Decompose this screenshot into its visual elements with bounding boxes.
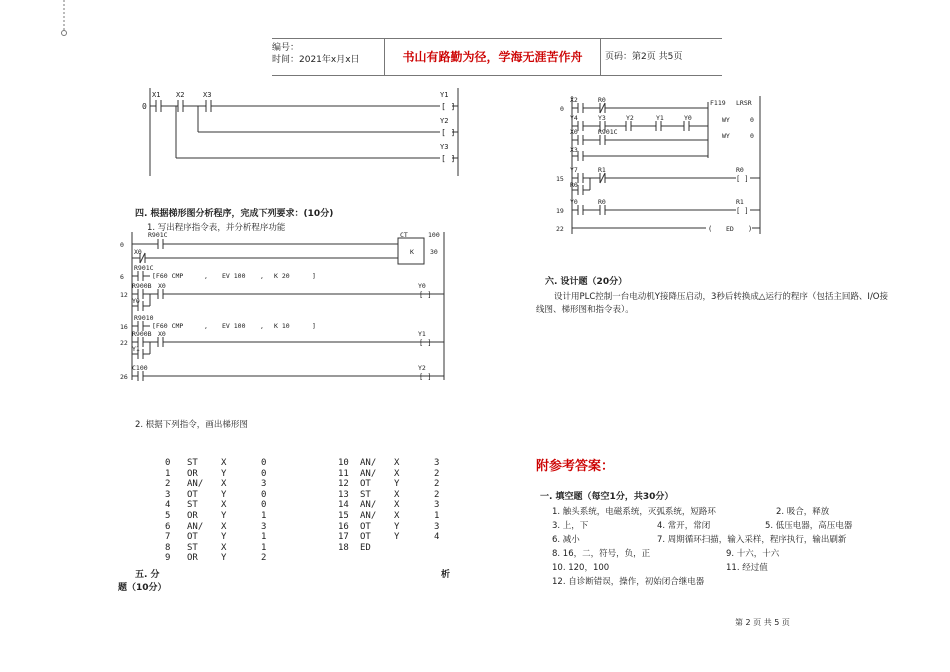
device-cell: X	[394, 458, 400, 468]
step-cell: 5	[165, 510, 171, 521]
header-page: 页码：第2页 共5页	[605, 52, 683, 62]
coil-symbol: [ ]	[441, 154, 456, 163]
coil-symbol: [ ]	[441, 102, 456, 111]
number-cell: 3	[434, 521, 440, 532]
number-cell: 1	[434, 510, 440, 521]
step-cell: 11	[338, 468, 349, 479]
step-cell: 7	[165, 532, 171, 543]
device-cell: Y	[221, 510, 227, 521]
step-cell: 14	[338, 500, 349, 511]
number-cell: 3	[434, 458, 440, 468]
op-cell: ED	[360, 542, 371, 553]
step-number: 22	[120, 339, 128, 347]
contact-label: Y0	[132, 297, 140, 305]
header-motto: 书山有路勤为径，学海无涯苦作舟	[384, 39, 601, 75]
contact-label: Y4	[570, 114, 578, 122]
svg-text:(: (	[708, 225, 713, 233]
contact-label: X3	[203, 91, 212, 99]
coil-label: Y0	[418, 282, 426, 290]
instruction-row	[165, 511, 281, 522]
op-cell: OR	[187, 468, 198, 479]
op-cell: ST	[187, 500, 198, 511]
counter-k: K	[410, 248, 414, 256]
op-cell: OT	[187, 532, 198, 543]
number-cell: 2	[261, 553, 267, 564]
number-cell: 1	[261, 510, 267, 521]
number-cell: 0	[261, 489, 267, 500]
instr-ev: EV 100	[222, 322, 246, 330]
section4-title: 四. 根据梯形图分析程序，完成下列要求：(10分)	[135, 209, 334, 219]
step-cell: 17	[338, 532, 349, 543]
contact-label: Y3	[598, 114, 606, 122]
step-cell: 3	[165, 489, 171, 500]
number-cell: 3	[261, 479, 267, 490]
svg-text:[ ]: [ ]	[419, 373, 432, 381]
instr-end: ]	[312, 272, 316, 280]
device-cell: X	[394, 468, 400, 479]
rung-number: 0	[142, 102, 147, 111]
section5-title-a: 五. 分	[135, 570, 160, 580]
step-number: 0	[560, 105, 564, 113]
answer-item: 8. 16，二，符号，负，正	[552, 549, 651, 559]
instruction-row	[338, 479, 454, 490]
instruction-row	[165, 532, 281, 543]
number-cell: 1	[261, 532, 267, 543]
contact-label: X0	[134, 248, 142, 256]
op-cell: AN/	[360, 510, 377, 521]
op-cell: OT	[360, 521, 371, 532]
contact-label: X2	[570, 96, 578, 104]
step-number: 6	[120, 273, 124, 281]
answer-item: 4. 常开，常闭	[657, 521, 711, 531]
step-cell: 8	[165, 542, 171, 553]
instr-k: K 20	[274, 272, 290, 280]
instruction-row	[338, 500, 454, 511]
contact-label: R900B	[132, 330, 152, 338]
instr-k: K 10	[274, 322, 290, 330]
contact-label: Y1	[132, 345, 140, 353]
step-cell: 9	[165, 553, 171, 564]
coil-label: R0	[736, 166, 744, 174]
contact-label: R0	[598, 198, 606, 206]
page-header	[272, 38, 722, 76]
svg-text:[ ]: [ ]	[419, 339, 432, 347]
contact-label: Y0	[684, 114, 692, 122]
section5-title-b: 析	[441, 570, 451, 580]
instruction-list-right	[338, 458, 454, 553]
counter-label: CT	[400, 231, 408, 239]
number-cell	[434, 543, 454, 554]
instr-sep: ,	[204, 322, 208, 330]
function-label: F119	[710, 99, 726, 107]
ladder-section4	[118, 230, 453, 382]
step-number: 12	[120, 291, 128, 299]
instruction-row	[165, 543, 281, 554]
section6-body: 设计用PLC控制一台电动机Y接降压启动，3秒后转换成△运行的程序（包括主回路、I/O接线图、梯形图和指令表）。	[536, 292, 888, 315]
answer-item: 10. 120，100	[552, 563, 610, 573]
step-cell: 6	[165, 521, 171, 532]
instr-end: ]	[312, 322, 316, 330]
device-cell: X	[221, 500, 227, 511]
contact-label: R901C	[134, 264, 154, 272]
number-cell: 2	[434, 468, 440, 479]
op-cell: OR	[187, 553, 198, 564]
device-cell: Y	[394, 521, 400, 532]
step-cell: 12	[338, 479, 349, 490]
device-cell: Y	[221, 553, 227, 564]
contact-label: C100	[132, 364, 148, 372]
answer-item: 12. 自诊断错误，操作，初始闭合继电器	[552, 577, 705, 587]
section4-q1: 1. 写出程序指令表，并分析程序功能	[147, 223, 286, 233]
instr-sep: ,	[204, 272, 208, 280]
coil-label: R1	[736, 198, 744, 206]
instr-ev: EV 100	[222, 272, 246, 280]
op-cell: AN/	[360, 458, 377, 468]
answer-item: 3. 上，下	[552, 521, 589, 531]
device-cell: X	[394, 500, 400, 511]
step-cell: 0	[165, 458, 171, 468]
contact-label: R901C	[148, 231, 168, 239]
coil-label: Y3	[440, 143, 449, 151]
step-number: 15	[556, 175, 564, 183]
contact-label: Y7	[570, 166, 578, 174]
instruction-row	[165, 553, 281, 564]
contact-label: Y0	[570, 198, 578, 206]
step-number: 19	[556, 207, 564, 215]
instr-f60: [F60 CMP	[152, 272, 184, 280]
device-cell: X	[221, 479, 227, 490]
instruction-row	[165, 522, 281, 533]
step-cell: 15	[338, 510, 349, 521]
step-number: 16	[120, 323, 128, 331]
instruction-row	[165, 479, 281, 490]
svg-text:[ ]: [ ]	[736, 175, 749, 183]
contact-label: R901C	[598, 128, 618, 136]
instruction-row	[338, 458, 454, 469]
header-meta	[272, 39, 380, 78]
device-cell: Y	[221, 468, 227, 479]
contact-label: Y2	[626, 114, 634, 122]
counter-value: 30	[430, 248, 438, 256]
number-cell: 3	[434, 500, 440, 511]
section6-title: 六. 设计题（20分）	[545, 277, 628, 287]
device-cell: Y	[221, 489, 227, 500]
step-cell: 2	[165, 479, 171, 490]
number-cell: 2	[434, 479, 440, 490]
operand-value: 0	[750, 132, 754, 140]
op-cell: AN/	[360, 468, 377, 479]
number-cell: 0	[261, 500, 267, 511]
contact-label: X3	[570, 146, 578, 154]
step-number: 26	[120, 373, 128, 381]
step-cell: 18	[338, 542, 349, 553]
operand-label: WY	[722, 116, 730, 124]
ladder-right	[556, 94, 771, 238]
ladder-top	[140, 86, 470, 178]
op-cell: OR	[187, 510, 198, 521]
contact-label: X2	[176, 91, 185, 99]
answer-item: 5. 低压电器，高压电器	[765, 521, 853, 531]
function-name: LRSR	[736, 99, 752, 107]
op-cell: AN/	[360, 500, 377, 511]
device-cell: X	[221, 521, 227, 532]
device-cell: Y	[394, 479, 400, 490]
coil-label: Y2	[418, 364, 426, 372]
device-cell: Y	[394, 532, 400, 543]
instr-sep: ,	[260, 322, 264, 330]
op-cell: AN/	[187, 479, 204, 490]
number-cell: 2	[434, 489, 440, 500]
step-cell: 13	[338, 489, 349, 500]
contact-label: R1	[598, 166, 606, 174]
device-cell: Y	[221, 532, 227, 543]
device-cell: X	[221, 542, 227, 553]
instruction-row	[338, 511, 454, 522]
contact-label: X0	[158, 282, 166, 290]
op-cell: OT	[187, 489, 198, 500]
instruction-row	[338, 532, 454, 543]
instruction-row	[338, 469, 454, 480]
op-cell: AN/	[187, 521, 204, 532]
instruction-row	[165, 458, 281, 469]
contact-label: R0	[598, 96, 606, 104]
answer-item: 2. 吸合，释放	[776, 507, 830, 517]
answer-item: 7. 周期循环扫描，输入采样，程序执行，输出刷新	[657, 535, 847, 545]
step-number: 22	[556, 225, 564, 233]
instruction-row	[165, 500, 281, 511]
section5-title-c: 题（10分）	[118, 583, 167, 593]
contact-label: X1	[152, 91, 161, 99]
op-cell: OT	[360, 532, 371, 543]
svg-text:[ ]: [ ]	[736, 207, 749, 215]
contact-label: R0	[570, 181, 578, 189]
device-cell: X	[221, 458, 227, 468]
op-cell: ST	[187, 542, 198, 553]
coil-symbol: [ ]	[441, 128, 456, 137]
number-label: 编号：	[272, 43, 300, 53]
answer-item: 11. 经过值	[726, 563, 768, 573]
instruction-row	[165, 490, 281, 501]
svg-text:): )	[748, 225, 753, 233]
operand-value: 0	[750, 116, 754, 124]
contact-label: X0	[570, 128, 578, 136]
op-cell: ST	[360, 489, 371, 500]
instruction-row	[338, 490, 454, 501]
coil-label: Y2	[440, 117, 449, 125]
contact-label: R9010	[134, 314, 154, 322]
instruction-list-left	[165, 458, 281, 564]
instruction-row	[165, 469, 281, 480]
answer-item: 9. 十六，十六	[726, 549, 780, 559]
number-cell: 1	[261, 542, 267, 553]
counter-number: 100	[428, 231, 440, 239]
step-cell: 10	[338, 458, 349, 468]
device-cell: X	[394, 489, 400, 500]
op-cell: OT	[360, 479, 371, 490]
number-cell: 0	[261, 458, 267, 468]
answer-item: 6. 减小	[552, 535, 580, 545]
instruction-row	[338, 543, 454, 554]
step-cell: 4	[165, 500, 171, 511]
device-cell: X	[394, 510, 400, 521]
answers-section1: 一. 填空题（每空1分，共30分）	[540, 492, 674, 502]
coil-label: Y1	[440, 91, 449, 99]
footer-page: 第 2 页 共 5 页	[735, 618, 790, 627]
contact-label: Y1	[656, 114, 664, 122]
instruction-row	[338, 522, 454, 533]
instr-f60: [F60 CMP	[152, 322, 184, 330]
number-cell: 4	[434, 532, 440, 543]
answer-item: 1. 触头系统，电磁系统，灭弧系统，短路环	[552, 507, 716, 517]
coil-label: Y1	[418, 330, 426, 338]
contact-label: X0	[158, 330, 166, 338]
operand-label: WY	[722, 132, 730, 140]
contact-label: R900B	[132, 282, 152, 290]
op-cell: ST	[187, 458, 198, 468]
device-cell	[394, 543, 434, 554]
step-number: 0	[120, 241, 124, 249]
end-instruction: ED	[726, 225, 734, 233]
section4-q2: 2. 根据下列指令，画出梯形图	[135, 420, 248, 430]
step-cell: 16	[338, 521, 349, 532]
number-cell: 0	[261, 468, 267, 479]
answers-title: 附参考答案：	[536, 459, 615, 474]
instr-sep: ,	[260, 272, 264, 280]
binding-margin	[58, 0, 70, 40]
svg-text:[ ]: [ ]	[419, 291, 432, 299]
step-cell: 1	[165, 468, 171, 479]
time-label: 时间：2021年x月x日	[272, 55, 360, 65]
number-cell: 3	[261, 521, 267, 532]
